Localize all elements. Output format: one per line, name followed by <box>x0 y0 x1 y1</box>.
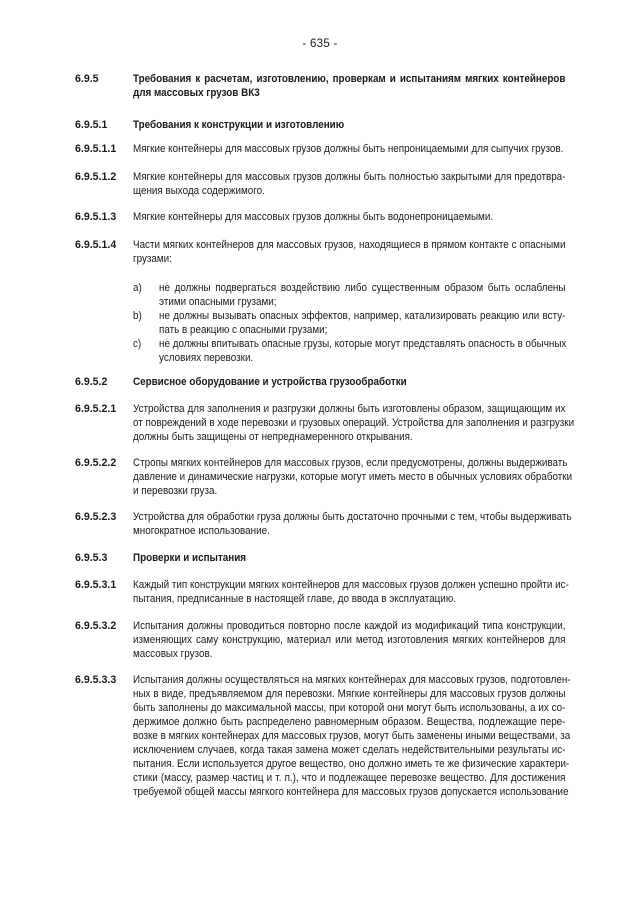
section-number: 6.9.5.3.3 <box>75 674 117 686</box>
text-line: Каждый тип конструкции мягких контейнеров для массовых грузов должен успешно пройти ис- <box>133 579 569 591</box>
text-line: от повреждений в ходе перевозки и грузовых операций. Устройства для заполнения и разгрузки <box>133 417 575 429</box>
text-line: требуемой общей массы мягкого контейнера для массовых грузов допускается использование <box>133 786 569 798</box>
text-line: Испытания должны проводиться повторно после каждой из модификаций типа конструкции, <box>133 620 566 632</box>
text-line: давление и динамические нагрузки, которые могут иметь место в обычных условиях обработки <box>133 471 573 483</box>
text-line: щения выхода содержимого. <box>133 185 265 197</box>
section-number: 6.9.5.3.1 <box>75 579 117 591</box>
text-line: Мягкие контейнеры для массовых грузов должны быть водонепроницаемыми. <box>133 211 494 223</box>
section-text <box>133 619 565 661</box>
text-line: условиях перевозки. <box>159 352 254 364</box>
section-number: 6.9.5.1.3 <box>75 211 117 223</box>
section-text <box>133 238 565 266</box>
text-line: Испытания должны осуществляться на мягких контейнерах для массовых грузов, подготовлен- <box>133 674 571 686</box>
section-number: 6.9.5.2 <box>75 376 108 388</box>
section-text <box>133 142 565 156</box>
text-line: не должны впитывать опасные грузы, которые могут представлять опасность в обычных <box>159 338 567 350</box>
section-number: 6.9.5.3 <box>75 552 108 564</box>
text-line: не должны подвергаться воздействию либо существенным образом быть ослаблены <box>159 282 566 294</box>
list-item <box>133 281 565 309</box>
text-line: не должны вызывать опасных эффектов, например, катализировать реакцию или всту- <box>159 310 566 322</box>
text-line: Устройства для заполнения и разгрузки должны быть изготовлены образом, защищающим их <box>133 403 566 415</box>
text-line: Проверки и испытания <box>133 552 247 564</box>
text-line: пытания, предписанные в настоящей главе, до ввода в эксплуатацию. <box>133 593 456 605</box>
section-number: 6.9.5.1.1 <box>75 143 117 155</box>
page-number: - 635 - <box>302 38 338 50</box>
section-number: 6.9.5.3.2 <box>75 620 117 632</box>
text-line: Устройства для обработки груза должны быть достаточно прочными с тем, чтобы выдерживать <box>133 511 572 523</box>
text-line: должны быть защищены от непреднамеренного открывания. <box>133 431 413 443</box>
text-line: Мягкие контейнеры для массовых грузов должны быть непроницаемыми для сыпучих грузов. <box>133 143 564 155</box>
list-item <box>133 337 565 365</box>
text-line: исключением случаев, когда такая замена может сделать недействительными результаты ис- <box>133 744 566 756</box>
section-text <box>133 170 565 198</box>
section-text <box>133 402 575 444</box>
section-text <box>133 578 569 606</box>
text-line: быть заполнены до максимальной массы, при которой они могут быть использованы, а их со- <box>133 702 566 714</box>
section-number: 6.9.5.1 <box>75 119 108 131</box>
section-heading <box>133 551 565 565</box>
text-line: многократное использование. <box>133 525 270 537</box>
list-marker: a) <box>133 282 142 294</box>
text-line: пытания. Если используется другое вещество, оно должно иметь те же физические характери- <box>133 758 570 770</box>
text-line: держимое должно быть распределено равномерным образом. Вещества, подлежащие пере- <box>133 716 566 728</box>
section-text <box>133 673 571 799</box>
text-line: ных в виде, предъявляемом для перевозки. Мягкие контейнеры для массовых грузов должны <box>133 688 566 700</box>
text-line: грузами: <box>133 253 172 265</box>
text-line: стики (массу, размер частиц и т. п.), что и подлежащее перевозке вещество. Для достижения <box>133 772 566 784</box>
text-line: Требования к расчетам, изготовлению, проверкам и испытаниям мягких контейнеров <box>133 73 566 85</box>
section-heading <box>133 375 565 389</box>
section-text <box>133 456 573 498</box>
text-line: Мягкие контейнеры для массовых грузов должны быть полностью закрытыми для предотвра- <box>133 171 566 183</box>
section-number: 6.9.5.2.1 <box>75 403 117 415</box>
text-line: этими опасными грузами; <box>159 296 277 308</box>
section-text <box>133 510 572 538</box>
text-line: пать в реакцию с опасными грузами; <box>159 324 328 336</box>
text-line: для массовых грузов ВК3 <box>133 87 260 99</box>
text-line: изменяющих саму конструкцию, материал или метод изготовления мягких контейнеров для <box>133 634 566 646</box>
section-number: 6.9.5.1.4 <box>75 239 117 251</box>
section-number: 6.9.5 <box>75 73 99 85</box>
list-marker: b) <box>133 310 142 322</box>
section-number: 6.9.5.1.2 <box>75 171 117 183</box>
list-marker: c) <box>133 338 142 350</box>
text-line: Сервисное оборудование и устройства грузообработки <box>133 376 407 388</box>
section-heading <box>133 72 565 100</box>
section-number: 6.9.5.2.2 <box>75 457 117 469</box>
section-number: 6.9.5.2.3 <box>75 511 117 523</box>
list-item <box>133 309 565 337</box>
text-line: Стропы мягких контейнеров для массовых грузов, если предусмотрены, должны выдерживать <box>133 457 568 469</box>
text-line: возке в мягких контейнерах для массовых грузов, могут быть заменены иными веществами, за <box>133 730 571 742</box>
section-text <box>133 210 565 224</box>
text-line: Требования к конструкции и изготовлению <box>133 119 345 131</box>
section-heading <box>133 118 565 132</box>
text-line: и перевозки груза. <box>133 485 218 497</box>
text-line: массовых грузов. <box>133 648 213 660</box>
text-line: Части мягких контейнеров для массовых грузов, находящиеся в прямом контакте с опасными <box>133 239 566 251</box>
